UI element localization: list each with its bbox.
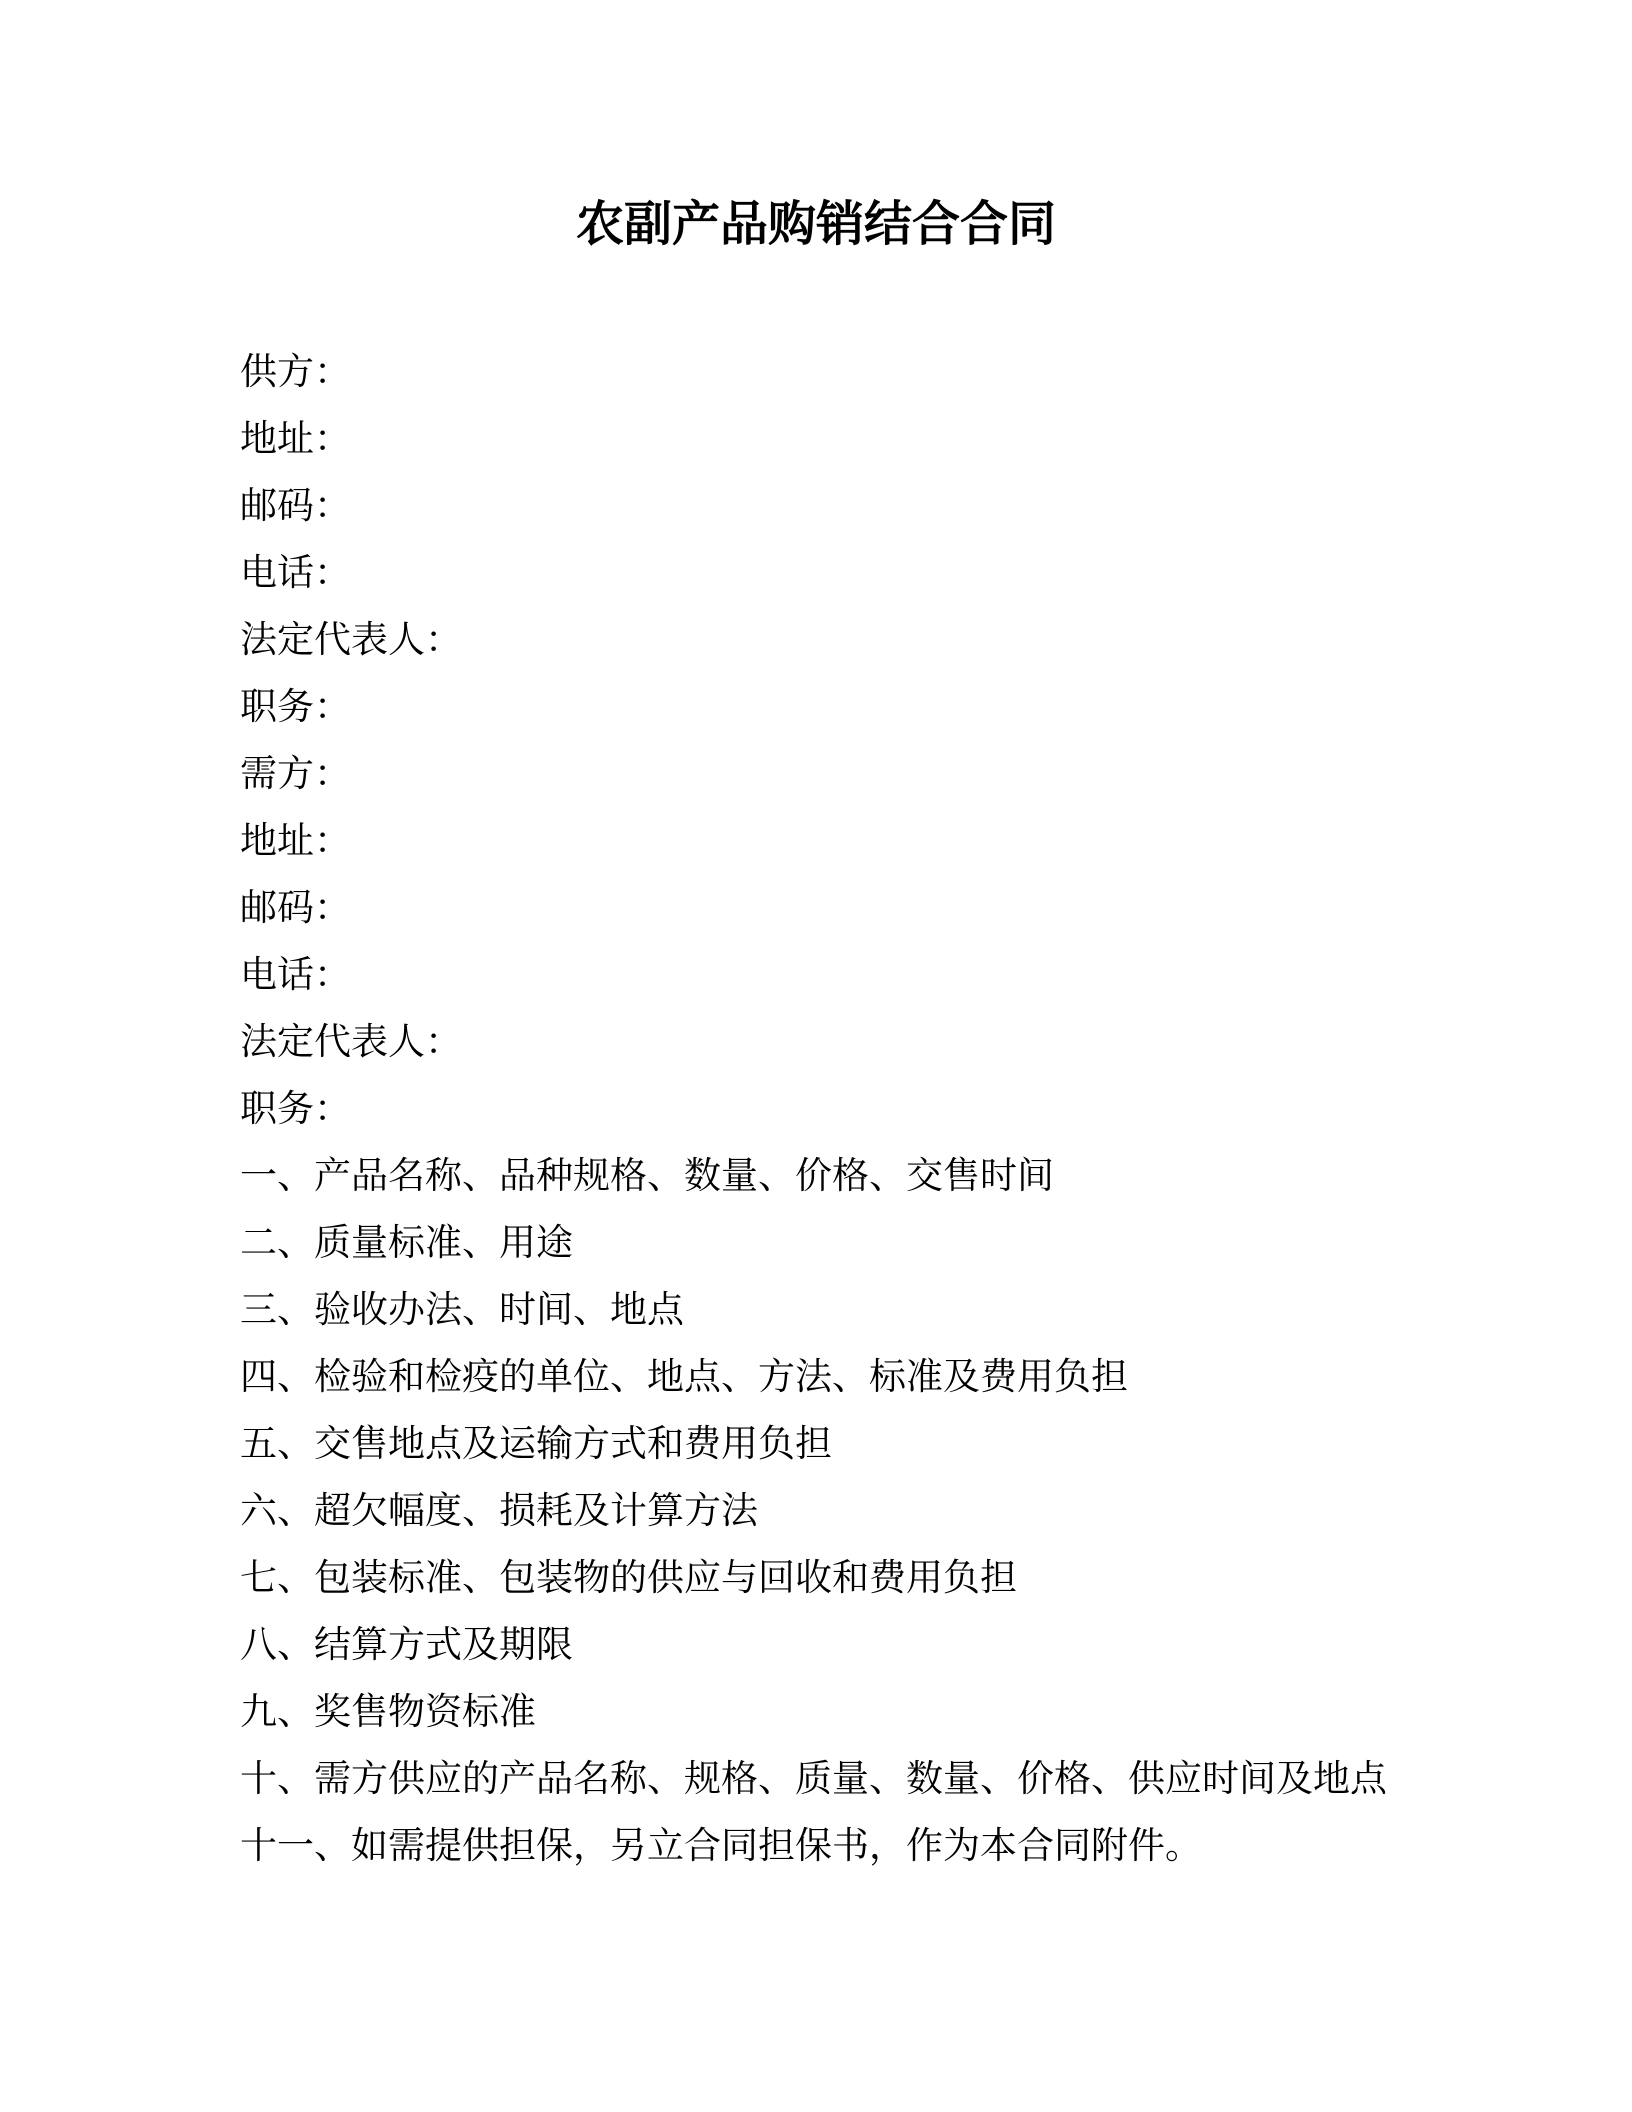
supplier-phone-label: 电话： bbox=[240, 551, 351, 594]
buyer-legal-rep-label: 法定代表人： bbox=[240, 1020, 462, 1063]
clause-10: 十、需方供应的产品名称、规格、质量、数量、价格、供应时间及地点 bbox=[240, 1757, 1387, 1800]
clause-9: 九、奖售物资标准 bbox=[240, 1690, 536, 1733]
clause-2: 二、质量标准、用途 bbox=[240, 1221, 573, 1264]
buyer-phone-label: 电话： bbox=[240, 953, 351, 996]
clause-3: 三、验收办法、时间、地点 bbox=[240, 1288, 684, 1331]
buyer-position-label: 职务： bbox=[240, 1087, 351, 1130]
clause-11: 十一、如需提供担保，另立合同担保书，作为本合同附件。 bbox=[240, 1824, 1202, 1867]
buyer-label: 需方： bbox=[240, 752, 351, 795]
document-body bbox=[240, 338, 1500, 1879]
supplier-address-label: 地址： bbox=[240, 417, 351, 460]
supplier-label: 供方： bbox=[240, 350, 351, 393]
buyer-postcode-label: 邮码： bbox=[240, 886, 351, 929]
clause-1: 一、产品名称、品种规格、数量、价格、交售时间 bbox=[240, 1154, 1054, 1197]
clause-8: 八、结算方式及期限 bbox=[240, 1623, 573, 1666]
clause-4: 四、检验和检疫的单位、地点、方法、标准及费用负担 bbox=[240, 1355, 1128, 1398]
clause-7: 七、包装标准、包装物的供应与回收和费用负担 bbox=[240, 1556, 1017, 1599]
clause-6: 六、超欠幅度、损耗及计算方法 bbox=[240, 1489, 758, 1532]
document-title: 农副产品购销结合合同 bbox=[575, 196, 1056, 252]
supplier-legal-rep-label: 法定代表人： bbox=[240, 618, 462, 661]
buyer-address-label: 地址： bbox=[240, 819, 351, 862]
supplier-position-label: 职务： bbox=[240, 685, 351, 728]
clause-5: 五、交售地点及运输方式和费用负担 bbox=[240, 1422, 832, 1465]
supplier-postcode-label: 邮码： bbox=[240, 484, 351, 527]
